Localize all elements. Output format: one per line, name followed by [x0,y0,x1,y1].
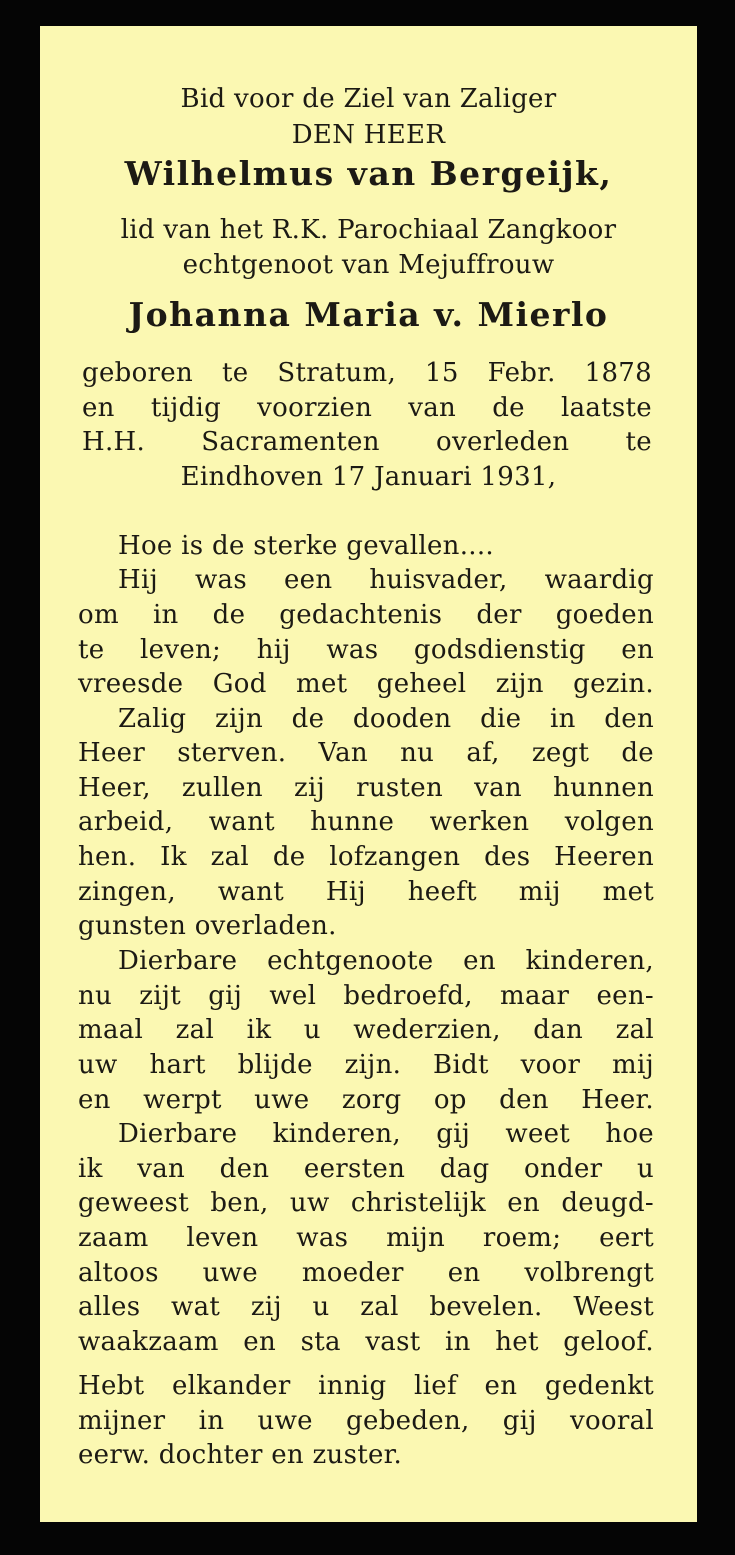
life-line-place-date: Eindhoven 17 Januari 1931, [180,462,557,492]
verse-line: alles wat zij u zal bevelen. Weest [78,1292,654,1322]
verse-line: maal zal ik u wederzien, dan zal [78,1015,654,1045]
life-line-sacraments: en tijdig voorzien van de laatste [82,393,652,423]
verse-line: Dierbare echtgenoote en kinderen, [118,946,654,976]
verse-line: mijner in uwe gebeden, gij vooral [78,1406,654,1436]
memorial-card [40,26,697,1522]
verse-line: uw hart blijde zijn. Bidt voor mij [78,1050,654,1080]
verse-line: te leven; hij was godsdienstig en [78,635,654,665]
verse-line: en werpt uwe zorg op den Heer. [78,1085,654,1115]
verse-line: Hij was een huisvader, waardig [118,565,654,595]
verse-line: nu zijt gij wel bedroefd, maar een- [78,981,654,1011]
verse-line: zingen, want Hij heeft mij met [78,877,654,907]
verse-line: Heer, zullen zij rusten van hunnen [78,773,654,803]
verse-line: eerw. dochter en zuster. [78,1440,403,1470]
spouse-intro: echtgenoot van Mejuffrouw [182,250,555,280]
verse-line: geweest ben, uw christelijk en deugd- [78,1188,654,1218]
invocation: Bid voor de Ziel van Zaliger [180,84,557,114]
verse-line: Hebt elkander innig lief en gedenkt [78,1371,654,1401]
spouse-name: Johanna Maria v. Mierlo [128,295,609,334]
verse-line: altoos uwe moeder en volbrengt [78,1258,654,1288]
verse-line: Hoe is de sterke gevallen.... [118,531,494,561]
deceased-name: Wilhelmus van Bergeijk, [124,154,613,193]
verse-line: om in de gedachtenis der goeden [78,600,654,630]
membership-line: lid van het R.K. Parochiaal Zangkoor [120,215,617,245]
verse-line: Zalig zijn de dooden die in den [118,704,654,734]
verse-line: Dierbare kinderen, gij weet hoe [118,1119,654,1149]
verse-line: gunsten overladen. [78,911,337,941]
verse-line: ik van den eersten dag onder u [78,1154,654,1184]
verse-line: hen. Ik zal de lofzangen des Heeren [78,842,654,872]
verse-line: waakzaam en sta vast in het geloof. [78,1327,654,1357]
honorific-title: DEN HEER [291,120,446,150]
verse-line: Heer sterven. Van nu af, zegt de [78,738,654,768]
verse-line: arbeid, want hunne werken volgen [78,807,654,837]
verse-line: vreesde God met geheel zijn gezin. [78,669,654,699]
life-line-death: H.H. Sacramenten overleden te [82,427,652,457]
verse-line: zaam leven was mijn roem; eert [78,1223,654,1253]
life-line-birth: geboren te Stratum, 15 Febr. 1878 [82,358,652,388]
